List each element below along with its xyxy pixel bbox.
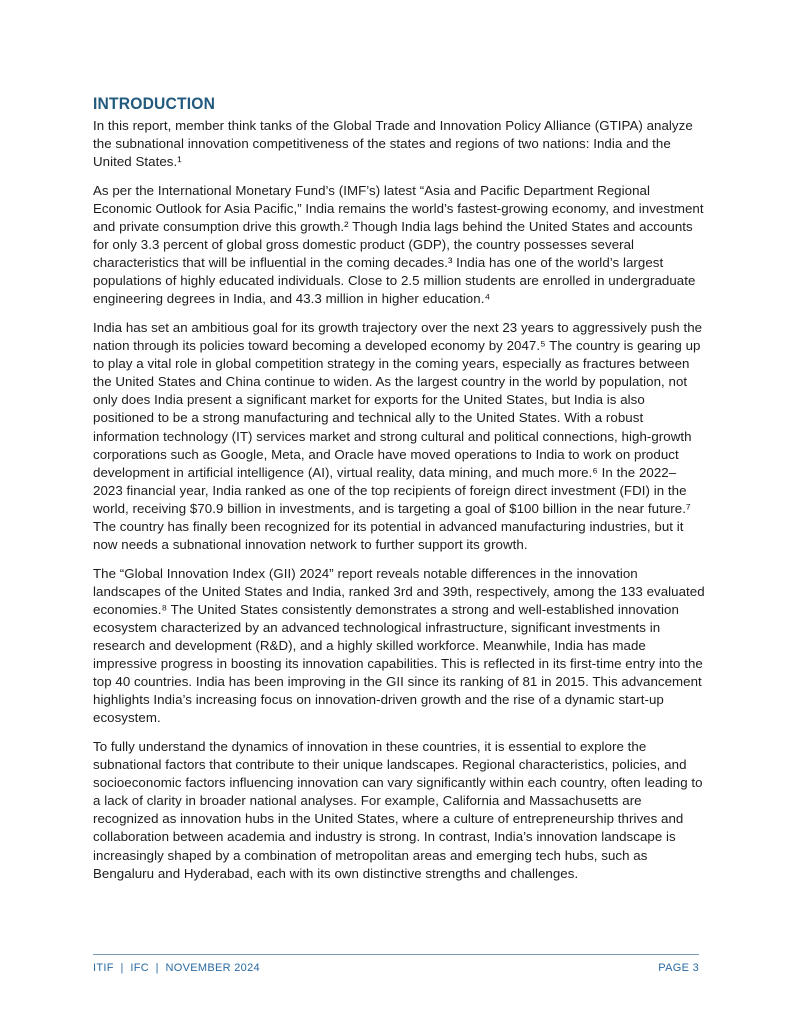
paragraph-subnational: To fully understand the dynamics of innovation in these countries, it is essential to explore the subnational factors that contribute to their unique landscapes. Regional characteristics, policies, and socioeconomic factors influencing innovation can vary significantly within each country, often leading to a lack of clarity in broader national analyses. For example, California and Massachusetts are recognized as innovation hubs in the United States, where a culture of entrepreneurship thrives and collaboration between academia and industry is strong. In contrast, India’s innovation landscape is increasingly shaped by a combination of metropolitan areas and emerging tech hubs, such as Bengaluru and Hyderabad, each with its own distinctive strengths and challenges. <box>93 739 703 881</box>
footer-page-number: PAGE 3 <box>658 962 699 974</box>
section-heading: INTRODUCTION <box>93 94 216 113</box>
paragraph-gii-2024: The “Global Innovation Index (GII) 2024” report reveals notable differences in the innovation landscapes of the United States and India, ranked 3rd and 39th, respectively, among the 133 evaluated economies.⁸ The United States consistently demonstrates a strong and well-established innovation ecosystem characterized by an advanced technological infrastructure, significant investments in research and development (R&D), and a highly skilled workforce. Meanwhile, India has made impressive progress in boosting its innovation capabilities. This is reflected in its first-time entry into the top 40 countries. India has been improving in the GII since its ranking of 81 in 2015. This advancement highlights India’s increasing focus on innovation-driven growth and the rise of a dynamic start-up ecosystem. <box>93 565 705 726</box>
footer-divider <box>93 954 699 955</box>
footer-publisher-date: ITIF | IFC | NOVEMBER 2024 <box>93 962 260 974</box>
main-content <box>93 94 705 893</box>
paragraph-intro: In this report, member think tanks of the Global Trade and Innovation Policy Alliance (GTIPA) analyze the subnational innovation competitiveness of the states and regions of two nations: India and the United States.¹ <box>93 118 693 170</box>
paragraph-growth-goal: India has set an ambitious goal for its growth trajectory over the next 23 years to aggressively push the nation through its policies toward becoming a developed economy by 2047.⁵ The country is gearing up to play a vital role in global competition strategy in the coming years, especially as fractures between the United States and China continue to widen. As the largest country in the world by population, not only does India present a significant market for exports for the United States, but India is also positioned to be a strong manufacturing and technical ally to the United States. With a robust information technology (IT) services market and strong cultural and political connections, high-growth corporations such as Google, Meta, and Oracle have moved operations to India to work on product development in artificial intelligence (AI), virtual reality, data mining, and much more.⁶ In the 2022–2023 financial year, India ranked as one of the top recipients of foreign direct investment (FDI) in the world, receiving $70.9 billion in investments, and is targeting a goal of $100 billion in the near future.⁷ The country has finally been recognized for its potential in advanced manufacturing industries, but it now needs a subnational innovation network to further support its growth. <box>93 319 703 553</box>
paragraph-imf-outlook: As per the International Monetary Fund’s (IMF’s) latest “Asia and Pacific Department Regional Economic Outlook for Asia Pacific,” India remains the world’s fastest-growing economy, and investment and private consumption drive this growth.² Though India lags behind the United States and accounts for only 3.3 percent of global gross domestic product (GDP), the country possesses several characteristics that will be influential in the coming decades.³ India has one of the world’s largest populations of highly educated individuals. Close to 2.5 million students are enrolled in undergraduate engineering degrees in India, and 43.3 million in higher education.⁴ <box>93 182 704 307</box>
